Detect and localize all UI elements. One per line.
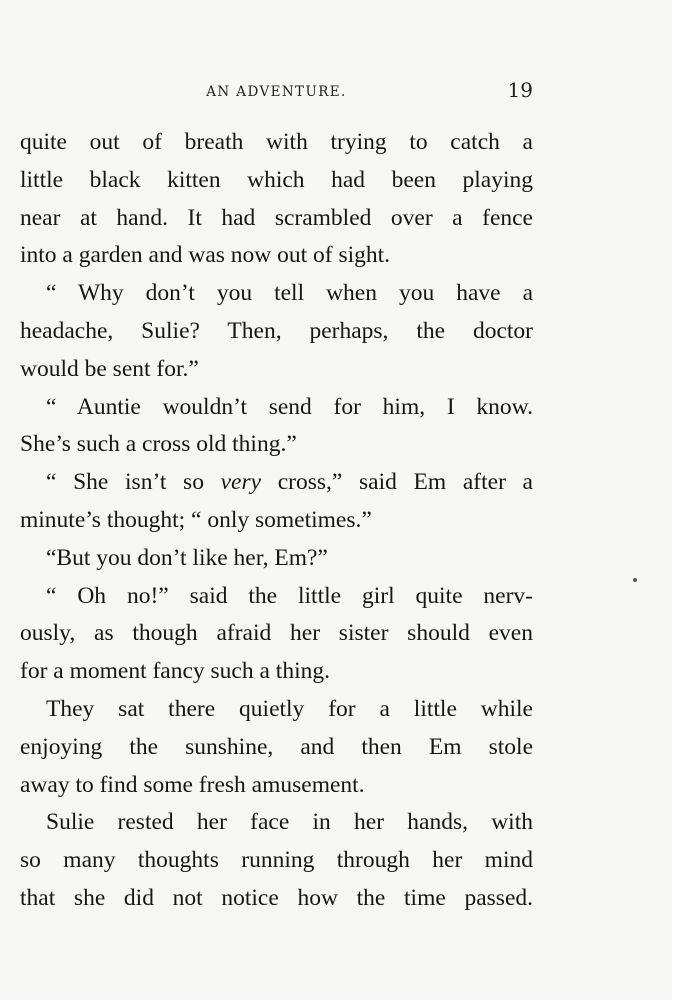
emphasis-text: very xyxy=(220,469,262,496)
ink-speck xyxy=(633,578,637,582)
text-line: so many thoughts running through her mind xyxy=(20,847,533,874)
text-line: for a moment fancy such a thing. xyxy=(20,658,330,685)
text-line: “ Auntie wouldn’t send for him, I know. xyxy=(46,393,533,420)
text-line: They sat there quietly for a little while xyxy=(46,695,533,722)
text-line: little black kitten which had been playing xyxy=(20,166,533,193)
text-line: Sulie rested her face in her hands, with xyxy=(46,809,533,836)
body-text xyxy=(20,124,533,918)
running-head: AN ADVENTURE. xyxy=(206,84,347,100)
text-line: near at hand. It had scrambled over a fence xyxy=(20,204,533,231)
text-line: minute’s thought; “ only sometimes.” xyxy=(20,506,372,533)
page-margin xyxy=(672,0,687,1000)
text-line: ously, as though afraid her sister should even xyxy=(20,620,533,647)
text-line: would be sent for.” xyxy=(20,355,199,382)
text-line: away to find some fresh amusement. xyxy=(20,771,365,798)
text-line: “ Why don’t you tell when you have a xyxy=(46,280,533,307)
page-header xyxy=(20,78,533,108)
page-number: 19 xyxy=(507,78,533,102)
text-line: quite out of breath with trying to catch a xyxy=(20,129,533,155)
text-line: She’s such a cross old thing.” xyxy=(20,431,297,458)
text-line: enjoying the sunshine, and then Em stole xyxy=(20,733,533,760)
text-line: “ She isn’t so very cross,” said Em after a xyxy=(46,469,533,496)
text-line: into a garden and was now out of sight. xyxy=(20,242,391,269)
text-line: headache, Sulie? Then, perhaps, the doctor xyxy=(20,317,533,344)
text-line: “But you don’t like her, Em?” xyxy=(46,544,328,571)
text-line: that she did not notice how the time passed. xyxy=(20,884,533,911)
text-line: “ Oh no!” said the little girl quite nerv- xyxy=(46,582,533,609)
